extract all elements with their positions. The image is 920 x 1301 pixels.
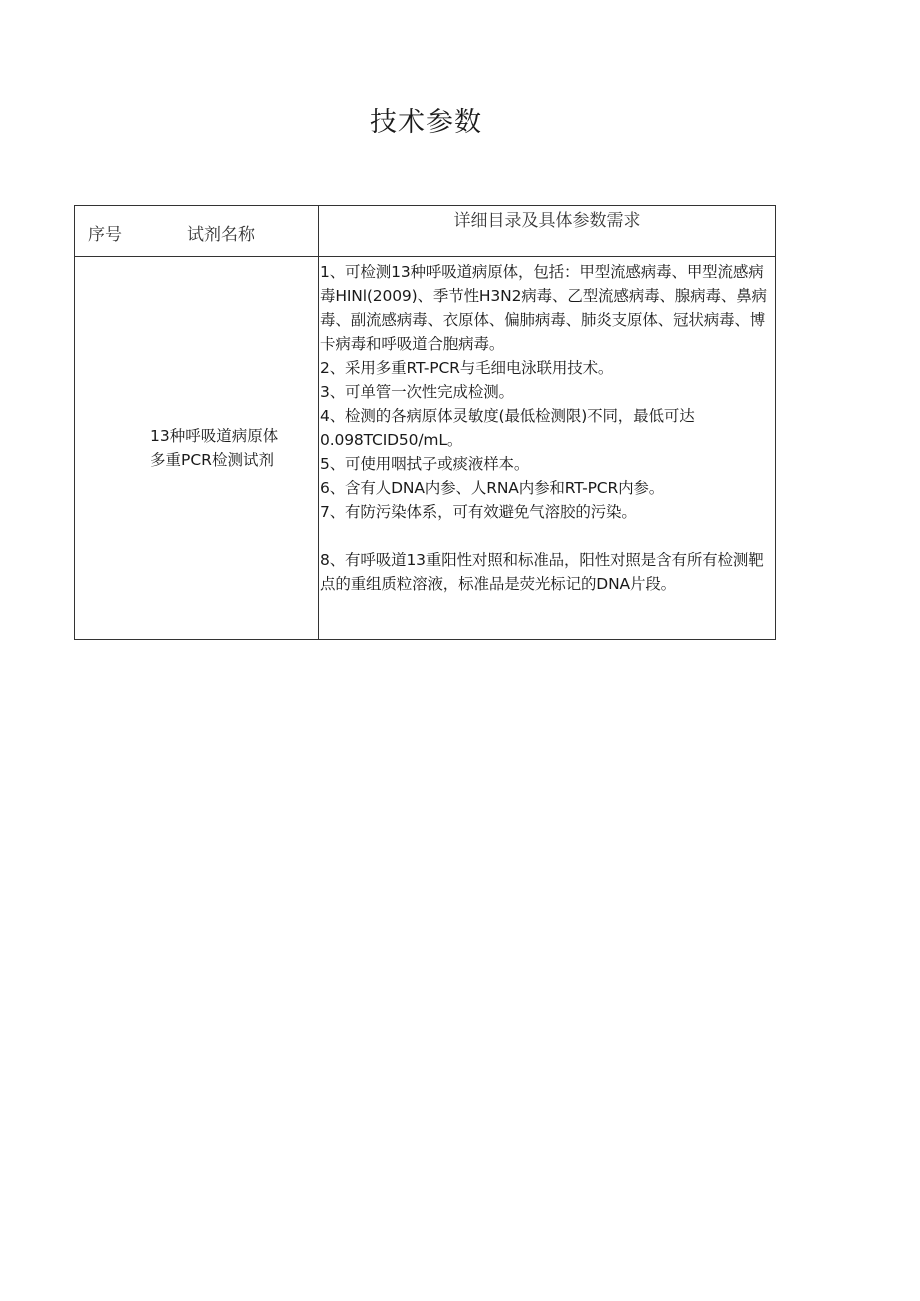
requirement-item: 3、可单管一次性完成检测。: [320, 383, 514, 401]
header-name: 试剂名称: [187, 225, 255, 245]
spec-table: [74, 205, 776, 640]
reagent-name-line2: 多重PCR检测试剂: [150, 451, 274, 469]
header-requirements: 详细目录及具体参数需求: [319, 206, 776, 257]
requirement-item: 8、有呼吸道13重阳性对照和标准品，阳性对照是含有所有检测靶点的重组质粒溶液，标准品是荧光标记的DNA片段。: [320, 551, 764, 593]
header-no: 序号: [88, 225, 122, 245]
requirement-item: 4、检测的各病原体灵敏度(最低检测限)不同，最低可达0.098TCID50∕mL。: [320, 407, 695, 449]
requirements-cell: [319, 257, 776, 640]
requirement-item: 5、可使用咽拭子或痰液样本。: [320, 455, 530, 473]
requirement-item: 7、有防污染体系，可有效避免气溶胶的污染。: [320, 503, 637, 521]
requirement-item: 1、可检测13种呼吸道病原体，包括：甲型流感病毒、甲型流感病毒HINl(2009)、季节性H3N2病毒、乙型流感病毒、腺病毒、鼻病毒、副流感病毒、衣原体、偏肺病毒、肺炎支原体、冠状病毒、博卡病毒和呼吸道合胞病毒。: [320, 263, 767, 353]
reagent-name: [150, 424, 300, 472]
table-row: [75, 257, 776, 640]
table-header-row: [75, 206, 776, 257]
page-title: 技术参数: [370, 107, 482, 138]
reagent-name-line1: 13种呼吸道病原体: [150, 427, 279, 445]
reagent-name-cell: [75, 257, 319, 640]
header-left-cell: [75, 206, 319, 257]
requirement-item: 2、采用多重RT-PCR与毛细电泳联用技术。: [320, 359, 614, 377]
requirement-item: 6、含有人DNA内参、人RNA内参和RT-PCR内参。: [320, 479, 665, 497]
